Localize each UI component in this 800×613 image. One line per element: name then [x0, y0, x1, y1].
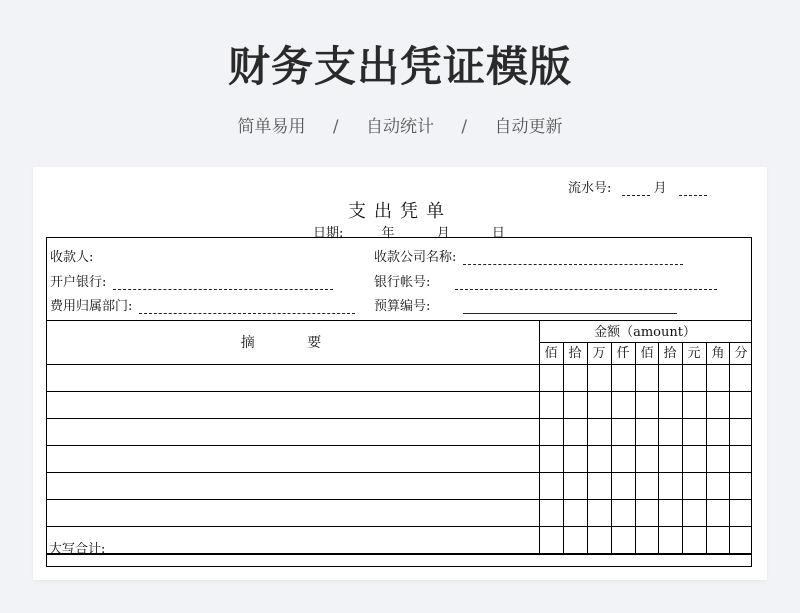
serial-month: 月 [653, 181, 667, 196]
feature-tags [0, 112, 800, 137]
page-title: 财务支出凭证模版 [227, 42, 572, 91]
grid-line [563, 342, 564, 553]
date-year: 年 [381, 226, 395, 241]
date-day: 日 [491, 226, 505, 241]
serial-label: 流水号: [568, 181, 612, 196]
payee-field[interactable] [50, 246, 93, 265]
grid-line [47, 445, 751, 446]
bank-label: 开户银行: [50, 275, 107, 290]
payee-label: 收款人: [50, 250, 94, 265]
voucher-sheet [33, 167, 767, 580]
grid-line [635, 342, 636, 553]
digit-jiao: 角 [711, 346, 725, 361]
total-uppercase-label: 大写合计: [49, 542, 106, 557]
bank-field[interactable] [50, 271, 333, 290]
budget-field[interactable] [374, 295, 677, 314]
dept-label: 费用归属部门: [50, 299, 133, 314]
tag-easy: 简单易用 [237, 117, 306, 137]
grid-line [47, 526, 751, 527]
digit-ten-thousand-tens: 拾 [568, 346, 582, 361]
tag-separator: / [332, 117, 339, 137]
grid-line [658, 342, 659, 553]
voucher-form [46, 237, 752, 567]
grid-line [587, 342, 588, 553]
digit-ten-thousand: 万 [592, 346, 606, 361]
payee-company-label: 收款公司名称: [374, 250, 457, 265]
digit-hundred-thousand: 佰 [544, 346, 558, 361]
payee-company-field[interactable] [374, 246, 683, 265]
grid-line [47, 391, 751, 392]
grid-line [47, 499, 751, 500]
amount-header: 金额（amount） [594, 325, 696, 340]
grid-line [47, 418, 751, 419]
dept-field[interactable] [50, 295, 355, 314]
digit-fen: 分 [734, 346, 748, 361]
grid-line [682, 342, 683, 553]
summary-header: 摘 要 [240, 335, 346, 351]
grid-line [611, 342, 612, 553]
grid-line [47, 472, 751, 473]
digit-yuan: 元 [687, 346, 701, 361]
tag-separator: / [461, 117, 468, 137]
serial-blank-2[interactable] [679, 183, 707, 196]
serial-number [568, 177, 707, 196]
grid-line [706, 342, 707, 553]
digit-ten: 拾 [663, 346, 677, 361]
bank-blank[interactable] [113, 277, 333, 290]
budget-blank[interactable] [463, 301, 677, 314]
date-month: 月 [436, 226, 450, 241]
account-label: 银行帐号: [374, 275, 431, 290]
tag-auto-update: 自动更新 [494, 117, 563, 137]
serial-blank[interactable] [622, 183, 650, 196]
voucher-title: 支出凭单 [348, 201, 452, 222]
payee-company-blank[interactable] [463, 252, 683, 265]
digit-thousand: 仟 [616, 346, 630, 361]
account-field[interactable] [374, 271, 717, 290]
dept-blank[interactable] [139, 301, 355, 314]
grid-line [729, 342, 730, 553]
budget-label: 预算编号: [374, 299, 431, 314]
grid-line [47, 553, 751, 555]
tag-auto-stat: 自动统计 [366, 117, 434, 137]
date-label: 日期: [313, 226, 344, 241]
digit-hundred: 佰 [640, 346, 654, 361]
account-blank[interactable] [455, 277, 717, 290]
